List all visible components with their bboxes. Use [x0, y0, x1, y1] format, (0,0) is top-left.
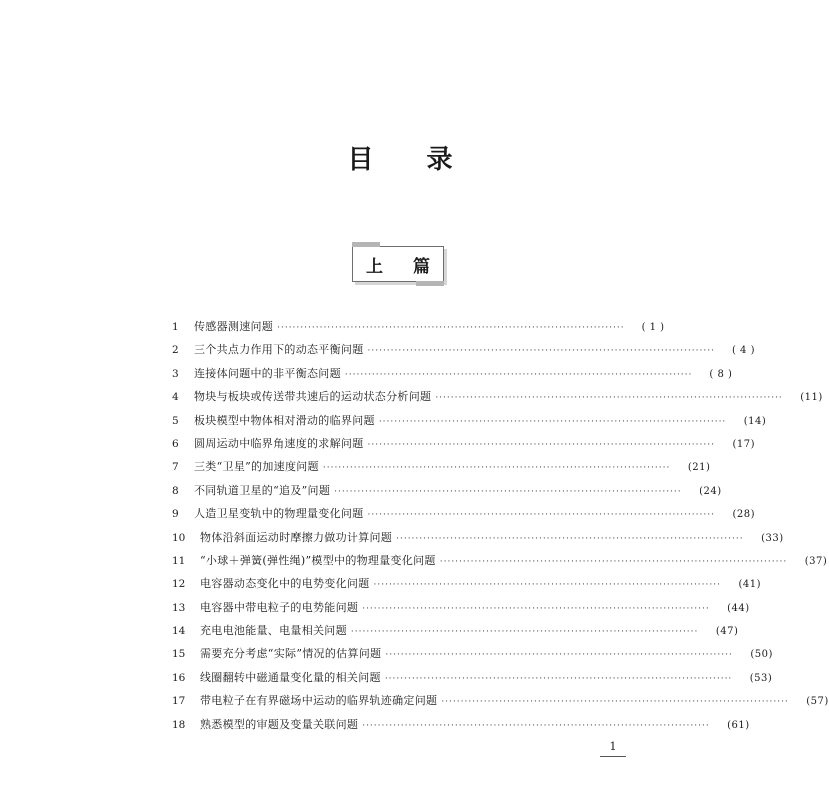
toc-entry[interactable]	[172, 549, 828, 572]
toc-leader: ··························································································	[367, 439, 715, 450]
toc-entry-title: 熟悉模型的审题及变量关联问题	[200, 717, 359, 731]
toc-entry-page: (57)	[806, 696, 829, 708]
toc-leader: ··························································································	[439, 556, 788, 567]
toc-leader: ··························································································	[367, 510, 715, 521]
toc-leader: ··························································································	[344, 369, 693, 380]
toc-entry-page: (28)	[732, 509, 755, 521]
toc-entry[interactable]	[172, 502, 755, 525]
toc-leader: ··························································································	[277, 323, 625, 333]
toc-leader: ··························································································	[362, 603, 710, 614]
toc-entry-number: 10	[172, 531, 186, 544]
toc-entry-number: 12	[172, 578, 186, 591]
part-label: 上 篇	[366, 256, 442, 277]
toc-entry-title: 充电电池能量、电量相关问题	[200, 624, 347, 638]
toc-entry-number: 14	[172, 625, 186, 638]
toc-entry-page: (14)	[743, 415, 767, 427]
toc-entry-page: (17)	[732, 438, 755, 450]
toc-entry-title: 三类“卫星”的加速度问题	[194, 460, 319, 474]
toc-entry-number: 16	[172, 671, 186, 684]
toc-entry-title: 线圈翻转中磁通量变化量的相关问题	[200, 670, 381, 684]
toc-entry-number: 13	[172, 601, 186, 614]
toc-entry-title: 三个共点力作用下的动态平衡问题	[194, 343, 364, 357]
toc-entry-page: (11)	[800, 392, 823, 404]
toc-entry-number: 15	[172, 648, 186, 661]
toc-entry-number: 4	[172, 391, 179, 404]
toc-entry-page: ( 1 )	[641, 322, 665, 333]
toc-entry-number: 3	[172, 367, 179, 380]
toc-entry-page: (47)	[715, 626, 739, 638]
toc-entry-title: 不同轨道卫星的“追及”问题	[194, 483, 331, 497]
toc-entry-title: 需要充分考虑“实际”情况的估算问题	[200, 647, 382, 661]
toc-leader: ··························································································	[373, 580, 721, 591]
table-of-contents	[172, 315, 829, 736]
part-label-accent-bottom	[416, 281, 444, 286]
toc-entry-page: (21)	[687, 462, 711, 474]
toc-entry-number: 2	[172, 344, 179, 357]
toc-entry-number: 18	[172, 718, 186, 731]
toc-entry-number: 11	[172, 554, 186, 567]
toc-entry-number: 8	[172, 484, 179, 497]
toc-entry[interactable]	[172, 385, 823, 408]
toc-entry-title: 带电粒子在有界磁场中运动的临界轨迹确定问题	[200, 694, 438, 708]
toc-leader: ··························································································	[396, 533, 744, 544]
toc-entry[interactable]	[172, 338, 755, 361]
toc-entry[interactable]	[172, 713, 750, 736]
toc-entry-page: (24)	[699, 485, 722, 497]
toc-entry-title: 板块模型中物体相对滑动的临界问题	[194, 413, 375, 427]
toc-leader: ··························································································	[322, 463, 671, 474]
toc-leader: ··························································································	[435, 393, 783, 404]
toc-entry[interactable]	[172, 455, 711, 478]
toc-entry[interactable]	[172, 572, 761, 595]
page-number: 1	[609, 740, 617, 753]
toc-leader: ··························································································	[378, 416, 727, 427]
toc-leader: ··························································································	[334, 486, 682, 497]
toc-entry-page: (33)	[761, 532, 784, 544]
toc-entry[interactable]	[172, 315, 665, 338]
toc-entry-number: 9	[172, 508, 179, 521]
toc-entry-number: 7	[172, 461, 179, 474]
toc-entry-page: (37)	[804, 555, 828, 567]
toc-entry-number: 17	[172, 695, 186, 708]
toc-entry-number: 6	[172, 437, 179, 450]
toc-entry[interactable]	[172, 409, 767, 432]
toc-entry[interactable]	[172, 479, 722, 502]
toc-entry-title: 传感器测速问题	[194, 320, 274, 333]
toc-entry[interactable]	[172, 432, 755, 455]
toc-entry-title: 电容器中带电粒子的电势能问题	[200, 600, 359, 614]
toc-entry-page: (53)	[749, 672, 773, 684]
toc-entry[interactable]	[172, 689, 829, 712]
page-title: 目 录	[347, 145, 475, 175]
toc-entry-title: 圆周运动中临界角速度的求解问题	[194, 436, 364, 450]
toc-leader: ··························································································	[384, 673, 733, 684]
toc-entry-title: 电容器动态变化中的电势变化问题	[200, 577, 370, 591]
toc-entry[interactable]	[172, 526, 784, 549]
toc-entry-title: 物体沿斜面运动时摩擦力做功计算问题	[200, 530, 393, 544]
toc-entry-page: ( 4 )	[731, 345, 755, 357]
toc-entry-title: 物块与板块或传送带共速后的运动状态分析问题	[194, 390, 432, 404]
toc-leader: ··························································································	[350, 627, 699, 638]
toc-entry[interactable]	[172, 362, 733, 385]
toc-entry-page: (50)	[750, 649, 773, 661]
toc-entry-page: (61)	[727, 719, 750, 731]
toc-entry-number: 5	[172, 414, 179, 427]
toc-entry-title: 人造卫星变轨中的物理量变化问题	[194, 507, 364, 521]
toc-leader: ··························································································	[367, 346, 715, 357]
toc-leader: ··························································································	[362, 720, 710, 731]
toc-entry-number: 1	[172, 321, 179, 333]
toc-entry-title: 连接体问题中的非平衡态问题	[194, 366, 341, 380]
toc-entry-page: ( 8 )	[709, 368, 733, 380]
toc-entry[interactable]	[172, 666, 773, 689]
toc-entry-title: “小球＋弹簧(弹性绳)”模型中的物理量变化问题	[200, 553, 436, 567]
page-number-rule	[600, 756, 626, 757]
toc-entry[interactable]	[172, 642, 773, 665]
toc-leader: ··························································································	[441, 697, 789, 708]
toc-leader: ··························································································	[385, 650, 733, 661]
part-label-box	[352, 246, 444, 282]
toc-entry-page: (41)	[738, 579, 761, 591]
toc-entry[interactable]	[172, 619, 739, 642]
toc-entry[interactable]	[172, 596, 750, 619]
toc-entry-page: (44)	[727, 602, 750, 614]
